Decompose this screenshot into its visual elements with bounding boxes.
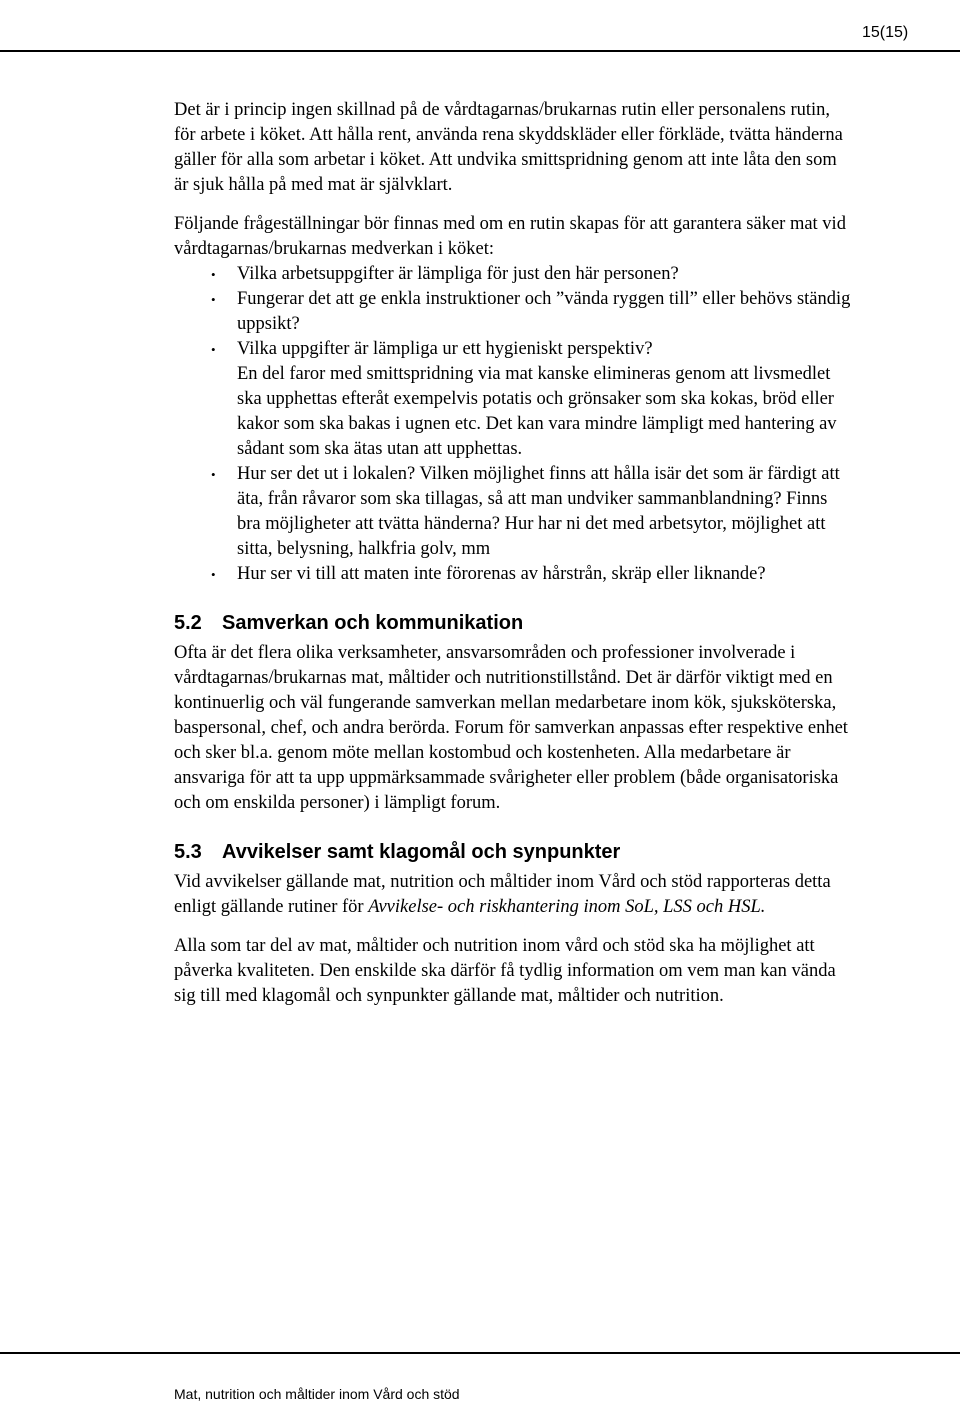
section-5-3-paragraph-2: Alla som tar del av mat, måltider och nutrition inom vård och stöd ska ha möjlighet att påverka kvaliteten. Den enskilde ska därför få tydlig information om vem man kan vända sig till med klagomål och synpunkter gällande mat, måltider och nutrition. [174, 936, 836, 1006]
routine-reference: Avvikelse- och riskhantering inom SoL, LSS och HSL. [368, 897, 766, 917]
version-label: Version: 1 [380, 3, 452, 20]
section-heading-5-2: 5.2 Samverkan och kommunikation [174, 612, 524, 634]
document-body [174, 98, 854, 1009]
section-5-2-text: Ofta är det flera olika verksamheter, ansvarsområden och professioner involverade i vårdtagarnas/brukarnas mat, måltider och nutritionstillstånd. Det är därför viktigt med en kontinuerlig och väl fungerande samverkan mellan medarbetare inom kök, sjuksköterska, baspersonal, chef, och andra berörda. Forum för samverkan anpassas efter respektive enhet och sker bl.a. genom möte mellan kostombud och kostenheten. Alla medarbetare är ansvariga för att ta upp uppmärksammade svårigheter eller problem (både organisatoriska och om enskilda personer) i lämpligt forum. [174, 643, 848, 813]
footer-divider [0, 1352, 960, 1354]
list-item: • Fungerar det att ge enkla instruktioner och ”vända ryggen till” eller behövs ständig uppsikt? [211, 289, 851, 334]
bullet-icon: • [211, 567, 216, 582]
list-item: • Hur ser vi till att maten inte förorenas av hårstrån, skräp eller liknande? [174, 562, 854, 587]
question-list [174, 262, 854, 587]
bullet-icon: • [211, 267, 216, 282]
list-item: • Hur ser det ut i lokalen? Vilken möjlighet finns att hålla isär det som är färdigt att äta, från råvaror som ska tillagas, så att man undviker sammanblandning? Finns bra möjligheter att tvätta händerna? Hur har ni det med arbetsytor, möjlighet att sitta, belysning, halkfria golv, mm [211, 464, 840, 559]
revision-date: 2017-08-31 [164, 21, 246, 38]
questions-intro: Följande frågeställningar bör finnas med om en rutin skapas för att garantera säker mat vid vårdtagarnas/brukarnas medverkan i köket: [174, 214, 846, 259]
page-number: 15(15) [862, 24, 909, 41]
header-divider [0, 50, 960, 52]
bullet-icon: • [211, 292, 216, 307]
bullet-icon: • [211, 342, 216, 357]
section-heading-5-3: 5.3 Avvikelser samt klagomål och synpunkter [174, 841, 621, 863]
intro-paragraph: Det är i princip ingen skillnad på de vårdtagarnas/brukarnas rutin eller personalens rutin, för arbete i köket. Att hålla rent, använda rena skyddskläder eller förkläde, tvätta händerna gäller för alla som arbetar i köket. Att undvika smittspridning genom att inte låta den som är sjuk hålla på med mat är självklart. [174, 100, 843, 195]
list-item: • Vilka arbetsuppgifter är lämpliga för just den här personen? [174, 262, 854, 287]
bullet-icon: • [211, 467, 216, 482]
list-item: • Vilka uppgifter är lämpliga ur ett hygieniskt perspektiv? En del faror med smittspridning via mat kanske elimineras genom att livsmedlet ska upphettas efteråt exempelvis potatis och grönsaker som ska kokas, bröd eller kakor som ska bakas i ugnen etc. Det kan vara mindre lämpligt med hantering av sådant som ska ätas utan att upphettas. [211, 339, 837, 459]
validity-date: Giltighetstid: 2015-09-08 [64, 3, 239, 20]
section-5-3-paragraph-1: Vid avvikelser gällande mat, nutrition och måltider inom Vård och stöd rapporteras detta enligt gällande rutiner för Avvikelse- och riskhantering inom SoL, LSS och HSL. [174, 872, 831, 917]
page-footer: Mat, nutrition och måltider inom Vård och stöd [174, 1386, 460, 1402]
page-header [0, 0, 960, 60]
scope-label: Gäller för: Vård och stöd [585, 3, 759, 20]
